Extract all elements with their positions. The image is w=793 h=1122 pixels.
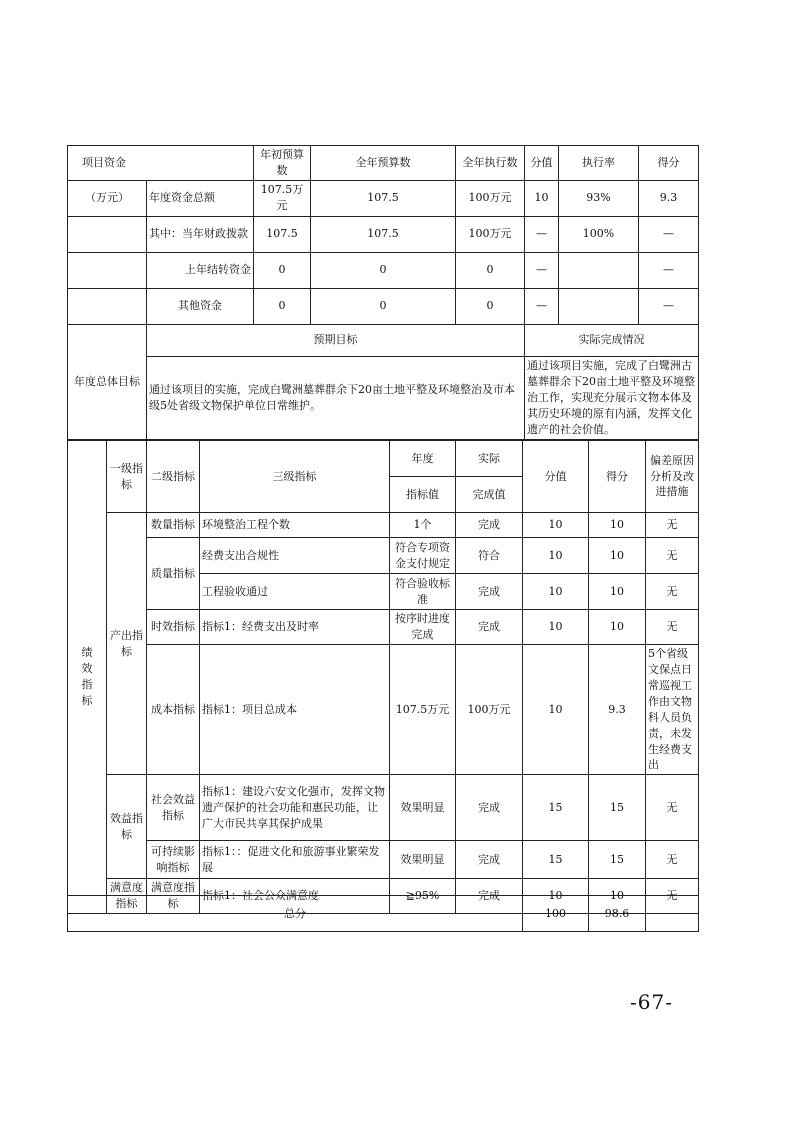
score-value: 10 (523, 538, 589, 574)
indicator: 指标1：社会公众满意度 (200, 879, 390, 914)
deviation: 无 (646, 775, 699, 841)
target: 1个 (390, 513, 456, 538)
deviation: 无 (646, 538, 699, 574)
funds-empty-cell (68, 252, 147, 288)
funds-row-score: 9.3 (639, 180, 699, 216)
funds-row-annual: 107.5 (311, 216, 456, 252)
header-annual-budget: 全年预算数 (311, 146, 456, 181)
funds-row-score: — (639, 288, 699, 324)
indicator: 指标1：建设六安文化强市，发挥文物遗产保护的社会功能和惠民功能，让广大市民共享其保护成果 (200, 775, 390, 841)
score-value: 15 (523, 775, 589, 841)
target: 符合专项资金支付规定 (390, 538, 456, 574)
page-number: -67- (630, 990, 673, 1014)
indicator: 工程验收通过 (200, 574, 390, 610)
funds-row-initial: 107.5万元 (254, 180, 311, 216)
deviation: 无 (646, 574, 699, 610)
actual: 完成 (456, 610, 523, 645)
funds-row-annual: 0 (311, 252, 456, 288)
score-value: 10 (523, 879, 589, 914)
header-score-value: 分值 (523, 441, 589, 513)
header-score-value: 分值 (525, 146, 559, 181)
funds-empty-cell (68, 216, 147, 252)
actual: 完成 (456, 574, 523, 610)
actual: 完成 (456, 775, 523, 841)
actual: 完成 (456, 841, 523, 879)
cat-quantity: 数量指标 (147, 513, 200, 538)
performance-table (67, 440, 699, 914)
header-level3: 三级指标 (200, 441, 390, 513)
score: 15 (589, 775, 646, 841)
score-value: 10 (523, 644, 589, 775)
funds-row-executed: 0 (456, 252, 525, 288)
header-score: 得分 (639, 146, 699, 181)
target: 效果明显 (390, 775, 456, 841)
header-target: 指标值 (390, 477, 456, 513)
total-score: 98.6 (589, 896, 646, 932)
funds-row-name: 上年结转资金 (147, 252, 254, 288)
actual: 完成 (456, 513, 523, 538)
funds-row-name: 其中：当年财政拨款 (147, 216, 254, 252)
indicator: 经费支出合规性 (200, 538, 390, 574)
funds-row-rate (559, 252, 639, 288)
goals-actual-text: 通过该项目实施，完成了白鹭洲古墓葬群余下20亩土地平整及环境整治工作，实现充分展示文物本体及其历史环境的原有内涵，发挥文化遗产的社会价值。 (525, 356, 699, 439)
score: 10 (589, 574, 646, 610)
funds-row-score: — (639, 252, 699, 288)
header-score: 得分 (589, 441, 646, 513)
indicator: 指标1：：促进文化和旅游事业繁荣发展 (200, 841, 390, 879)
funds-row-rate (559, 288, 639, 324)
header-level2: 二级指标 (147, 441, 200, 513)
header-level1: 一级指标 (107, 441, 147, 513)
group-output: 产出指标 (107, 513, 147, 775)
target: 效果明显 (390, 841, 456, 879)
indicator: 环境整治工程个数 (200, 513, 390, 538)
funds-row-initial: 107.5 (254, 216, 311, 252)
deviation: 无 (646, 610, 699, 645)
score: 15 (589, 841, 646, 879)
header-executed: 全年执行数 (456, 146, 525, 181)
target: 按序时进度完成 (390, 610, 456, 645)
funds-row-score-value: — (525, 216, 559, 252)
deviation: 无 (646, 513, 699, 538)
target: 符合验收标准 (390, 574, 456, 610)
target: 107.5万元 (390, 644, 456, 775)
total-empty-cell (646, 896, 699, 932)
score-value: 10 (523, 574, 589, 610)
header-exec-rate: 执行率 (559, 146, 639, 181)
actual: 完成 (456, 879, 523, 914)
deviation: 5个省级文保点日常巡视工作由文物科人员负责，未发生经费支出 (646, 644, 699, 775)
score: 9.3 (589, 644, 646, 775)
goals-expected-header: 预期目标 (147, 324, 525, 356)
deviation: 无 (646, 879, 699, 914)
funds-empty-cell (68, 288, 147, 324)
header-deviation: 偏差原因分析及改进措施 (646, 441, 699, 513)
target: ≧95% (390, 879, 456, 914)
funds-row-annual: 0 (311, 288, 456, 324)
total-score-value: 100 (523, 896, 589, 932)
actual: 符合 (456, 538, 523, 574)
funds-row-name: 年度资金总额 (147, 180, 254, 216)
score: 10 (589, 538, 646, 574)
header-actual: 实际 (456, 441, 523, 477)
actual: 100万元 (456, 644, 523, 775)
score-value: 10 (523, 513, 589, 538)
total-table (67, 895, 699, 932)
funds-row-name: 其他资金 (147, 288, 254, 324)
funds-row-executed: 0 (456, 288, 525, 324)
funds-row-initial: 0 (254, 252, 311, 288)
group-satisfaction: 满意度指标 (107, 879, 147, 914)
goals-expected-text: 通过该项目的实施，完成白鹭洲墓葬群余下20亩土地平整及环境整治及市本级5处省级文物保护单位日常维护。 (147, 356, 525, 439)
cat-time: 时效指标 (147, 610, 200, 645)
funds-table (67, 145, 699, 440)
total-label: 总分 (68, 896, 523, 932)
cat-cost: 成本指标 (147, 644, 200, 775)
deviation: 无 (646, 841, 699, 879)
score: 10 (589, 610, 646, 645)
score: 10 (589, 879, 646, 914)
score-value: 10 (523, 610, 589, 645)
group-benefit: 效益指标 (107, 775, 147, 879)
funds-row-annual: 107.5 (311, 180, 456, 216)
funds-label-top: 项目资金 (68, 146, 254, 181)
goals-actual-header: 实际完成情况 (525, 324, 699, 356)
funds-row-executed: 100万元 (456, 216, 525, 252)
funds-row-rate: 100% (559, 216, 639, 252)
indicator: 指标1：经费支出及时率 (200, 610, 390, 645)
funds-row-rate: 93% (559, 180, 639, 216)
score-value: 15 (523, 841, 589, 879)
header-initial-budget: 年初预算数 (254, 146, 311, 181)
indicator: 指标1：项目总成本 (200, 644, 390, 775)
funds-row-score-value: — (525, 288, 559, 324)
header-actual-sub: 完成值 (456, 477, 523, 513)
funds-row-executed: 100万元 (456, 180, 525, 216)
cat-satisfaction: 满意度指标 (147, 879, 200, 914)
score: 10 (589, 513, 646, 538)
funds-row-initial: 0 (254, 288, 311, 324)
goals-row-label: 年度总体目标 (68, 324, 147, 439)
funds-row-score: — (639, 216, 699, 252)
cat-social: 社会效益指标 (147, 775, 200, 841)
header-annual: 年度 (390, 441, 456, 477)
perf-row-label: 绩效指标 (68, 441, 107, 914)
funds-row-score-value: 10 (525, 180, 559, 216)
funds-row-score-value: — (525, 252, 559, 288)
cat-quality: 质量指标 (147, 538, 200, 610)
funds-label-unit: （万元） (68, 180, 147, 216)
cat-sustain: 可持续影响指标 (147, 841, 200, 879)
